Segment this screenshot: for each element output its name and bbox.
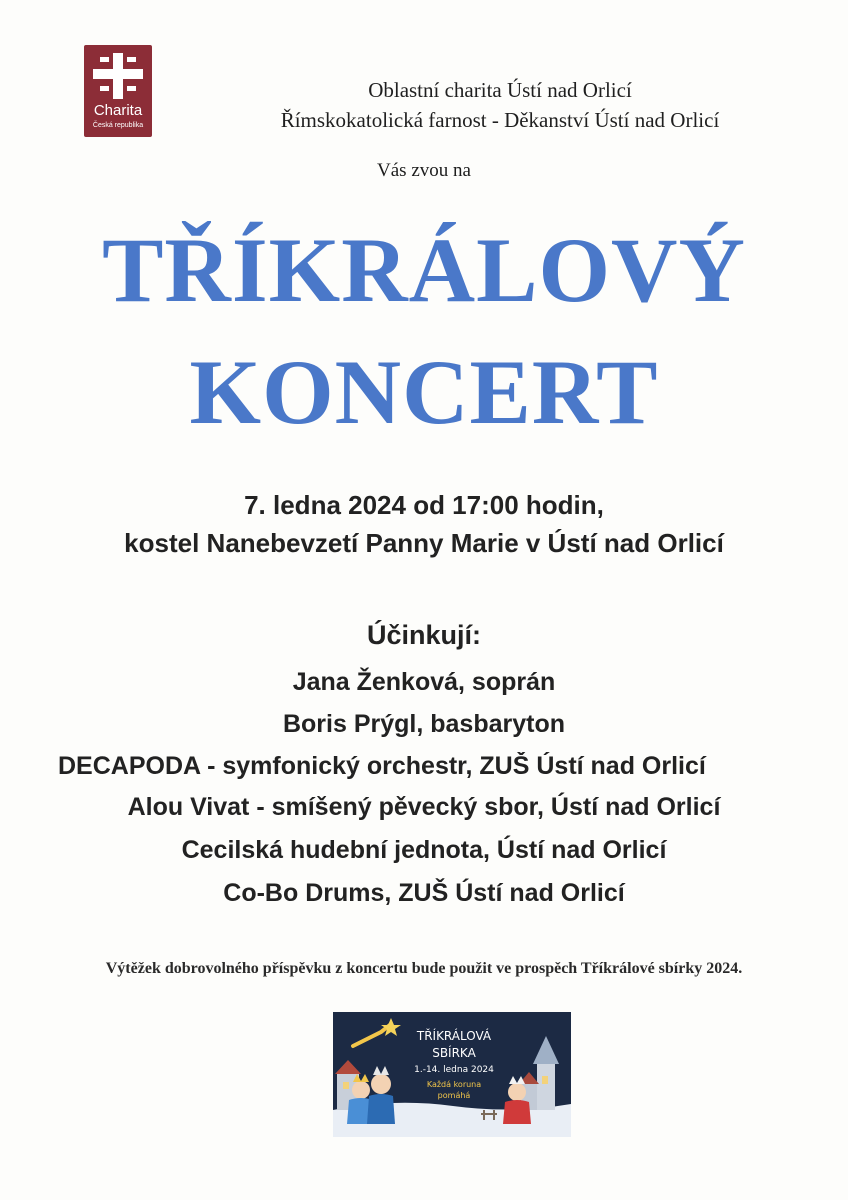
performer-item: Jana Ženková, soprán bbox=[292, 668, 556, 696]
organizer-charity: Oblastní charita Ústí nad Orlicí bbox=[368, 78, 632, 102]
banner-illustration bbox=[333, 1012, 571, 1137]
organizer-parish: Římskokatolická farnost - Děkanství Ústí nad Orlicí bbox=[280, 108, 720, 132]
event-datetime: 7. ledna 2024 od 17:00 hodin, bbox=[244, 490, 604, 520]
banner-motto-1: Každá koruna bbox=[426, 1080, 482, 1089]
proceeds-note: Výtěžek dobrovolného příspěvku z koncertu bude použit ve prospěch Tříkrálové sbírky 2024. bbox=[105, 960, 743, 977]
charita-cross-icon bbox=[90, 51, 146, 101]
performer-item: DECAPODA - symfonický orchestr, ZUŠ Ústí nad Orlicí bbox=[58, 752, 706, 780]
event-place: kostel Nanebevzetí Panny Marie v Ústí nad Orlicí bbox=[124, 528, 724, 558]
title-line-1: TŘÍKRÁLOVÝ bbox=[102, 219, 746, 321]
banner-title-2: SBÍRKA bbox=[432, 1046, 476, 1060]
performer-item: Boris Prýgl, basbaryton bbox=[282, 710, 566, 738]
banner-title-1: TŘÍKRÁLOVÁ bbox=[416, 1029, 492, 1043]
logo-name: Charita bbox=[93, 102, 143, 119]
charita-logo bbox=[84, 45, 152, 137]
performer-item: Co-Bo Drums, ZUŠ Ústí nad Orlicí bbox=[223, 879, 625, 907]
invitation-text: Vás zvou na bbox=[377, 160, 471, 181]
banner-dates: 1.-14. ledna 2024 bbox=[414, 1065, 494, 1075]
performer-item: Alou Vivat - smíšený pěvecký sbor, Ústí nad Orlicí bbox=[127, 793, 721, 821]
performer-item: Cecilská hudební jednota, Ústí nad Orlicí bbox=[181, 836, 667, 864]
title-line-2: KONCERT bbox=[189, 341, 659, 443]
banner-motto-2: pomáhá bbox=[437, 1091, 471, 1100]
collection-banner bbox=[333, 1012, 571, 1137]
logo-subtitle: Česká republika bbox=[92, 122, 144, 129]
performers-heading: Účinkují: bbox=[366, 620, 481, 650]
